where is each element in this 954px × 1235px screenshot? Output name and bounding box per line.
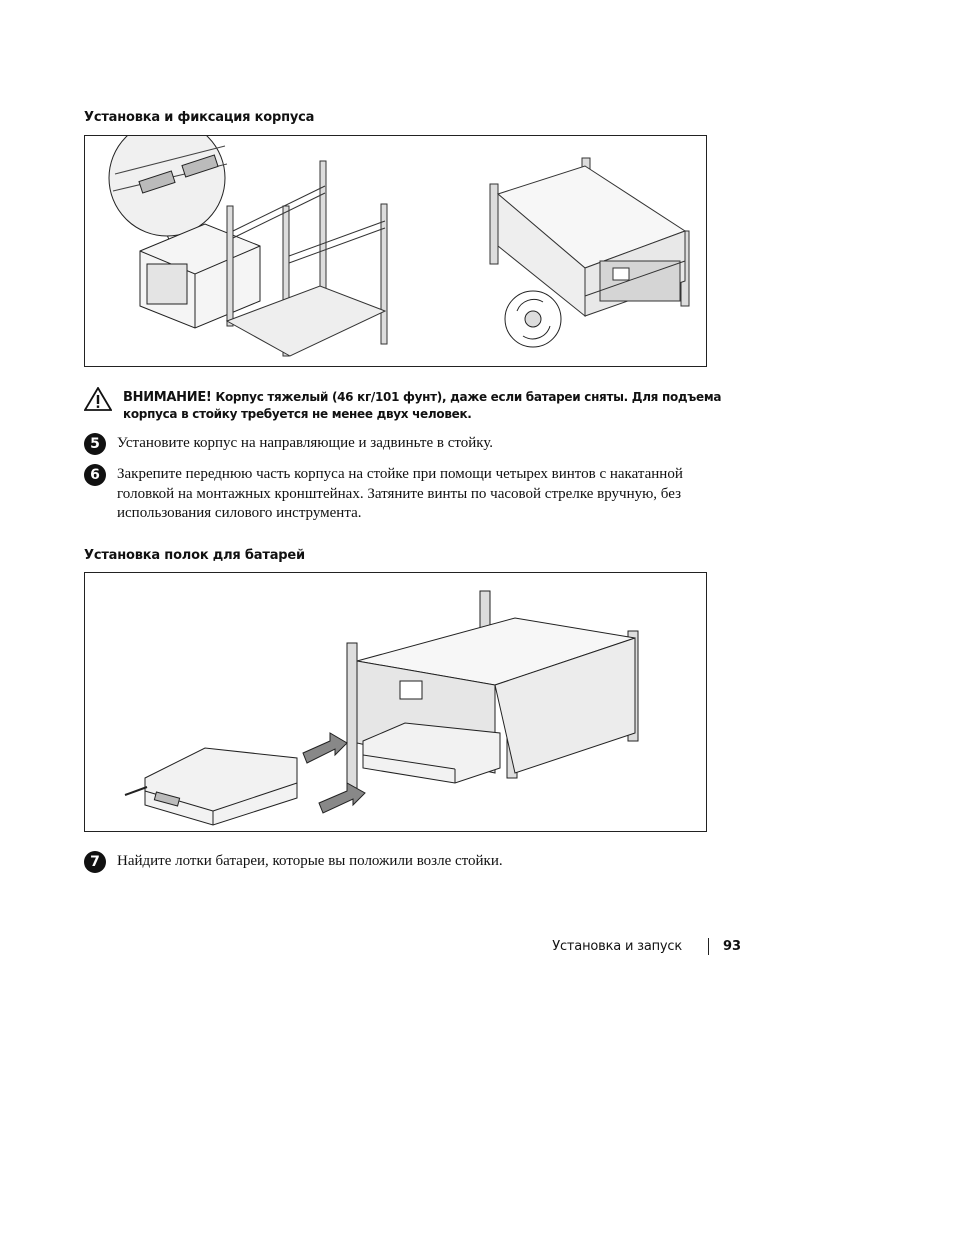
step-number-badge: 7 bbox=[84, 851, 106, 873]
step-7 bbox=[84, 851, 724, 875]
step-5 bbox=[84, 433, 724, 457]
step-text: Установите корпус на направляющие и задвиньте в стойку. bbox=[117, 435, 494, 451]
step-number-badge: 6 bbox=[84, 464, 106, 486]
rack-frame-right bbox=[490, 158, 689, 316]
insert-arrow-icon bbox=[303, 733, 347, 763]
warning-triangle-icon bbox=[84, 387, 112, 411]
insert-arrow-icon bbox=[319, 783, 365, 813]
battery-shelves-illustration bbox=[85, 573, 706, 831]
page-number: 93 bbox=[723, 939, 742, 954]
page-footer bbox=[0, 938, 954, 958]
step-6 bbox=[84, 464, 724, 526]
figure-chassis-installation bbox=[84, 135, 707, 367]
figure-battery-shelves bbox=[84, 572, 707, 832]
warning-label: ВНИМАНИЕ! bbox=[123, 390, 212, 405]
footer-section-title: Установка и запуск bbox=[552, 939, 682, 954]
battery-tray-inserted bbox=[363, 723, 500, 783]
warning-message: Корпус тяжелый (46 кг/101 фунт), даже если батареи сняты. Для подъема корпуса в стойку требуется не менее двух человек. bbox=[123, 390, 722, 421]
magnifier-circle bbox=[109, 136, 225, 236]
section-heading-chassis: Установка и фиксация корпуса bbox=[84, 110, 315, 125]
step-number-badge: 5 bbox=[84, 433, 106, 455]
section-heading-battery-shelves: Установка полок для батарей bbox=[84, 548, 305, 563]
footer-divider bbox=[708, 938, 709, 955]
warning-text bbox=[123, 389, 763, 423]
step-text: Найдите лотки батареи, которые вы положили возле стойки. bbox=[117, 853, 503, 869]
battery-tray bbox=[145, 748, 297, 825]
step-text: Закрепите переднюю часть корпуса на стойке при помощи четырех винтов с накатанной головкой на монтажных кронштейнах. Затяните винты по часовой стрелке вручную, без использования силового инструмента. bbox=[117, 466, 683, 521]
rack-post bbox=[347, 643, 357, 793]
chassis-illustration bbox=[85, 136, 706, 366]
